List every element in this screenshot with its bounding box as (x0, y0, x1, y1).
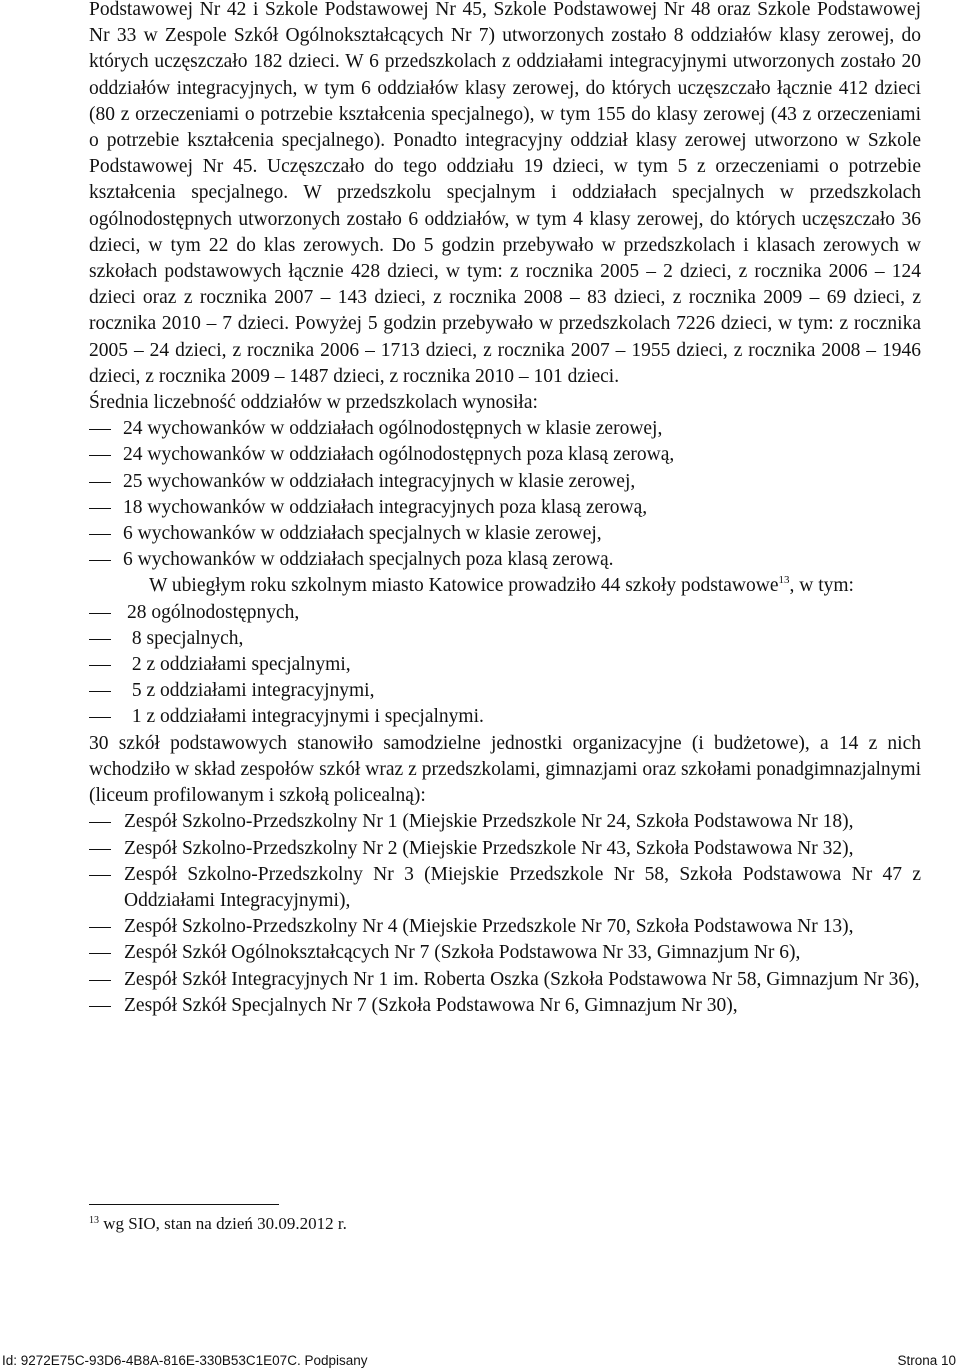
list-item: 2 z oddziałami specjalnymi, (89, 652, 921, 678)
paragraph-primary-schools-text: W ubiegłym roku szkolnym miasto Katowice prowadziło 44 szkoły podstawowe (149, 575, 779, 597)
school-complexes-list (89, 809, 921, 1019)
footnote-number: 13 (89, 1215, 99, 1226)
paragraph-school-complexes-intro: 30 szkół podstawowych stanowiło samodzielne jednostki organizacyjne (i budżetowe), a 14 z nich wchodziło w skład zespołów szkół wraz z przedszkolami, gimnazjami oraz szkołami ponadgimnazjalnymi (liceum profilowanym i szkołą policealną): (89, 732, 921, 807)
list-item: 25 wychowanków w oddziałach integracyjnych w klasie zerowej, (89, 469, 921, 495)
footnote (89, 1213, 347, 1235)
school-types-list (89, 600, 921, 731)
list-item: Zespół Szkół Specjalnych Nr 7 (Szkoła Podstawowa Nr 6, Gimnazjum Nr 30), (89, 993, 921, 1019)
document-body (89, 0, 921, 1019)
footnote-separator (89, 1204, 279, 1205)
list-item: 6 wychowanków w oddziałach specjalnych poza klasą zerową. (89, 547, 921, 573)
list-item: Zespół Szkolno-Przedszkolny Nr 1 (Miejskie Przedszkole Nr 24, Szkoła Podstawowa Nr 18), (89, 809, 921, 835)
list-item: 5 z oddziałami integracyjnymi, (89, 678, 921, 704)
list-item: 6 wychowanków w oddziałach specjalnych w klasie zerowej, (89, 521, 921, 547)
footnote-text: wg SIO, stan na dzień 30.09.2012 r. (99, 1214, 347, 1233)
average-size-list (89, 416, 921, 573)
paragraph-preschool-stats: Podstawowej Nr 42 i Szkole Podstawowej Nr 45, Szkole Podstawowej Nr 48 oraz Szkole Podstawowej Nr 33 w Zespole Szkół Ogólnokształcących Nr 7) utworzonych zostało 8 oddziałów klasy zerowej, do których uczęszczało 182 dzieci. W 6 przedszkolach z oddziałami integracyjnymi utworzonych zostało 20 oddziałów integracyjnych, w tym 6 oddziałów klasy zerowej, do których uczęszczało łącznie 412 dzieci (80 z orzeczeniami o potrzebie kształcenia specjalnego), w tym 155 do klasy zerowej (43 z orzeczeniami o potrzebie kształcenia specjalnego). Ponadto integracyjny oddział klasy zerowej utworzono w Szkole Podstawowej Nr 45. Uczęszczało do tego oddziału 19 dzieci, w tym 5 z orzeczeniami o potrzebie kształcenia specjalnego. W przedszkolu specjalnym i oddziałach specjalnych w przedszkolach ogólnodostępnych utworzonych zostało 6 oddziałów, w tym 4 klasy zerowej, do których uczęszczało 36 dzieci, w tym 22 do klas zerowych. Do 5 godzin przebywało w przedszkolach i klasach zerowych w szkołach podstawowych łącznie 428 dzieci, w tym: z rocznika 2005 – 2 dzieci, z rocznika 2006 – 124 dzieci oraz z rocznika 2007 – 143 dzieci, z rocznika 2008 – 83 dzieci, z rocznika 2009 – 69 dzieci, z rocznika 2010 – 7 dzieci. Powyżej 5 godzin przebywało w przedszkolach 7226 dzieci, w tym: z rocznika 2005 – 24 dzieci, z rocznika 2006 – 1713 dzieci, z rocznika 2007 – 1955 dzieci, z rocznika 2008 – 1946 dzieci, z rocznika 2009 – 1487 dzieci, z rocznika 2010 – 101 dzieci. (89, 0, 921, 387)
paragraph-average-size-intro: Średnia liczebność oddziałów w przedszkolach wynosiła: (89, 392, 538, 414)
page-number: Strona 10 (897, 1353, 956, 1368)
list-item: Zespół Szkolno-Przedszkolny Nr 4 (Miejskie Przedszkole Nr 70, Szkoła Podstawowa Nr 13), (89, 914, 921, 940)
list-item: 18 wychowanków w oddziałach integracyjnych poza klasą zerową, (89, 495, 921, 521)
list-item: Zespół Szkół Integracyjnych Nr 1 im. Roberta Oszka (Szkoła Podstawowa Nr 58, Gimnazjum Nr 36), (89, 967, 921, 993)
list-item: Zespół Szkół Ogólnokształcących Nr 7 (Szkoła Podstawowa Nr 33, Gimnazjum Nr 6), (89, 940, 921, 966)
page-footer (0, 1349, 960, 1371)
list-item: 8 specjalnych, (89, 626, 921, 652)
footnote-reference[interactable]: 13 (778, 574, 790, 587)
list-item: 24 wychowanków w oddziałach ogólnodostępnych w klasie zerowej, (89, 416, 921, 442)
list-item: 24 wychowanków w oddziałach ogólnodostępnych poza klasą zerową, (89, 442, 921, 468)
paragraph-primary-schools (89, 573, 921, 599)
list-item: Zespół Szkolno-Przedszkolny Nr 3 (Miejskie Przedszkole Nr 58, Szkoła Podstawowa Nr 47 z Oddziałami Integracyjnymi), (89, 862, 921, 914)
list-item: Zespół Szkolno-Przedszkolny Nr 2 (Miejskie Przedszkole Nr 43, Szkoła Podstawowa Nr 32), (89, 836, 921, 862)
list-item: 1 z oddziałami integracyjnymi i specjalnymi. (89, 704, 921, 730)
document-id: Id: 9272E75C-93D6-4B8A-816E-330B53C1E07C. Podpisany (2, 1353, 368, 1368)
list-item: 28 ogólnodostępnych, (89, 600, 921, 626)
paragraph-primary-schools-tail: , w tym: (789, 575, 854, 597)
